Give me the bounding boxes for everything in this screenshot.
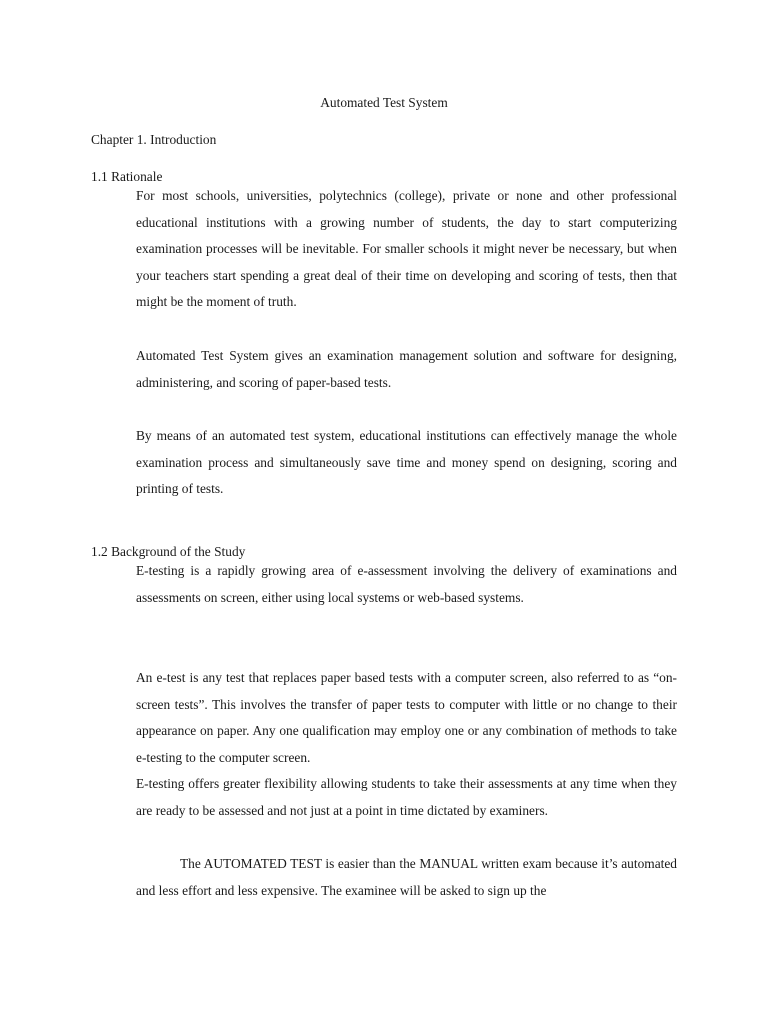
background-paragraph-4: The AUTOMATED TEST is easier than the MANUAL written exam because it’s automated and less effort and less expensive. The examinee will be asked to sign up the bbox=[136, 856, 677, 898]
chapter-heading: Chapter 1. Introduction bbox=[91, 132, 217, 147]
background-paragraph-1: E-testing is a rapidly growing area of e-assessment involving the delivery of examinations and assessments on screen, either using local systems or web-based systems. bbox=[136, 563, 677, 605]
background-paragraph-2: An e-test is any test that replaces paper based tests with a computer screen, also referred to as “on-screen tests”. This involves the transfer of paper tests to computer with little or no change to their appearance on paper. Any one qualification may employ one or any combination of methods to take e-testing to the computer screen. bbox=[136, 670, 677, 765]
section-heading-background: 1.2 Background of the Study bbox=[91, 544, 246, 559]
document-title: Automated Test System bbox=[320, 95, 448, 110]
background-paragraph-3: E-testing offers greater flexibility allowing students to take their assessments at any time when they are ready to be assessed and not just at a point in time dictated by examiners. bbox=[136, 776, 677, 818]
rationale-paragraph-1: For most schools, universities, polytechnics (college), private or none and other professional educational institutions with a growing number of students, the day to start computerizing examination processes will be inevitable. For smaller schools it might never be necessary, but when your teachers start spending a great deal of their time on developing and scoring of tests, then that might be the moment of truth. bbox=[136, 188, 677, 310]
section-heading-rationale: 1.1 Rationale bbox=[91, 169, 163, 184]
rationale-paragraph-2: Automated Test System gives an examination management solution and software for designing, administering, and scoring of paper-based tests. bbox=[136, 348, 677, 390]
rationale-paragraph-3: By means of an automated test system, educational institutions can effectively manage the whole examination process and simultaneously save time and money spend on designing, scoring and printing of tests. bbox=[136, 428, 677, 497]
